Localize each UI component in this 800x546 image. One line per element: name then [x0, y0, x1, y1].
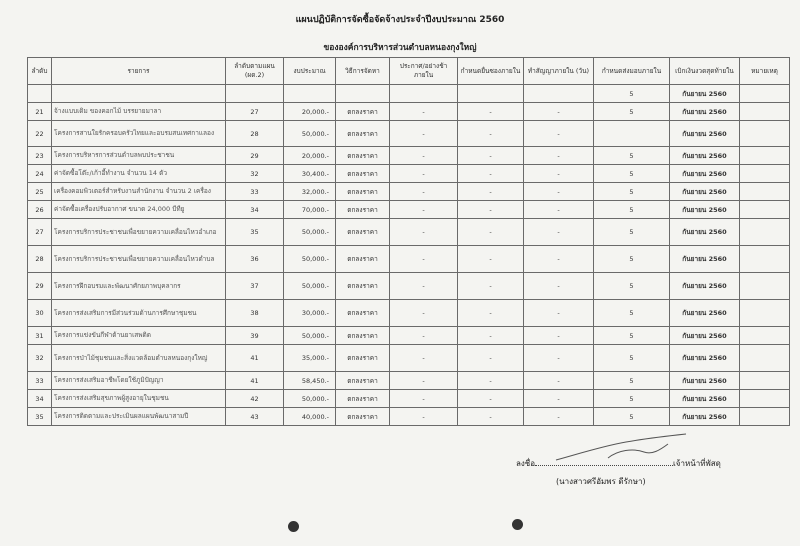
cell-deliver: 5 — [594, 219, 670, 246]
cell-contract: - — [524, 372, 594, 390]
col-header-deliver: กำหนดส่งมอบภายใน — [594, 58, 670, 85]
cell-item — [52, 85, 226, 103]
document-subtitle: ขององค์การบริหารส่วนตำบลหนองกุงใหญ่ — [323, 43, 477, 53]
cell-note — [740, 246, 790, 273]
cell-contract: - — [524, 103, 594, 121]
cell-budget: 50,000.- — [284, 219, 336, 246]
cell-budget: 70,000.- — [284, 201, 336, 219]
cell-submit: - — [458, 372, 524, 390]
cell-pay: กันยายน 2560 — [670, 201, 740, 219]
cell-item: โครงการติดตามและประเมินผลแผนพัฒนาสามปี — [52, 408, 226, 426]
cell-note — [740, 121, 790, 147]
signer-role: เจ้าหน้าที่พัสดุ — [673, 459, 721, 468]
cell-pay: กันยายน 2560 — [670, 121, 740, 147]
table-row — [28, 372, 790, 390]
cell-budget: 50,000.- — [284, 246, 336, 273]
cell-method: ตกลงราคา — [336, 372, 390, 390]
cell-submit: - — [458, 408, 524, 426]
cell-plan: 28 — [226, 121, 284, 147]
cell-plan: 41 — [226, 372, 284, 390]
table-row — [28, 201, 790, 219]
signer-name: (นางสาวศรีอัมพร ดีรักษา) — [556, 477, 646, 486]
cell-note — [740, 201, 790, 219]
cell-item: โครงการบริการประชาชนเพื่อขยายความเคลื่อนไหวอำเภอ — [52, 219, 226, 246]
cell-plan: 29 — [226, 147, 284, 165]
cell-deliver: 5 — [594, 103, 670, 121]
cell-note — [740, 273, 790, 300]
cell-announce: - — [390, 103, 458, 121]
cell-contract: - — [524, 165, 594, 183]
cell-pay: กันยายน 2560 — [670, 372, 740, 390]
cell-pay: กันยายน 2560 — [670, 300, 740, 327]
cell-plan: 41 — [226, 345, 284, 372]
cell-no: 28 — [28, 246, 52, 273]
table-row — [28, 390, 790, 408]
cell-item: เครื่องคอมพิวเตอร์สำหรับงานสำนักงาน จำนวน 2 เครื่อง — [52, 183, 226, 201]
cell-method: ตกลงราคา — [336, 408, 390, 426]
cell-announce: - — [390, 246, 458, 273]
col-header-budget: งบประมาณ — [284, 58, 336, 85]
cell-no: 29 — [28, 273, 52, 300]
cell-method: ตกลงราคา — [336, 300, 390, 327]
cell-no: 31 — [28, 327, 52, 345]
cell-method: ตกลงราคา — [336, 327, 390, 345]
cell-announce: - — [390, 390, 458, 408]
cell-plan: 34 — [226, 201, 284, 219]
cell-pay: กันยายน 2560 — [670, 165, 740, 183]
col-header-submit: กำหนดยื่นซองภายใน — [458, 58, 524, 85]
sign-label: ลงชื่อ — [516, 459, 536, 468]
cell-no: 30 — [28, 300, 52, 327]
table-row — [28, 103, 790, 121]
cell-method: ตกลงราคา — [336, 147, 390, 165]
cell-method: ตกลงราคา — [336, 219, 390, 246]
cell-method: ตกลงราคา — [336, 121, 390, 147]
cell-pay: กันยายน 2560 — [670, 390, 740, 408]
cell-no — [28, 85, 52, 103]
cell-no: 34 — [28, 390, 52, 408]
cell-announce: - — [390, 372, 458, 390]
cell-pay: กันยายน 2560 — [670, 327, 740, 345]
cell-plan: 27 — [226, 103, 284, 121]
cell-no: 22 — [28, 121, 52, 147]
table-row — [28, 165, 790, 183]
cell-budget: 40,000.- — [284, 408, 336, 426]
cell-item: จ้างแบบเดิม ของคอกไม้ บรรยายมาลา — [52, 103, 226, 121]
cell-submit: - — [458, 121, 524, 147]
punch-hole-icon — [512, 519, 523, 530]
cell-method: ตกลงราคา — [336, 390, 390, 408]
cell-announce: - — [390, 300, 458, 327]
cell-submit: - — [458, 246, 524, 273]
punch-hole-icon — [288, 521, 299, 532]
cell-budget: 50,000.- — [284, 327, 336, 345]
cell-item: โครงการฝึกอบรมและพัฒนาศักยภาพบุคลากร — [52, 273, 226, 300]
cell-deliver: 5 — [594, 165, 670, 183]
cell-plan: 42 — [226, 390, 284, 408]
cell-submit: - — [458, 103, 524, 121]
table-row — [28, 183, 790, 201]
table-row — [28, 147, 790, 165]
signature-line — [516, 457, 721, 470]
cell-deliver: 5 — [594, 300, 670, 327]
cell-item: โครงการส่งเสริมการมีส่วนร่วมด้านการศึกษาชุมชน — [52, 300, 226, 327]
cell-note — [740, 345, 790, 372]
cell-contract: - — [524, 183, 594, 201]
cell-item: ค่าจัดซื้อเครื่องปรับอากาศ ขนาด 24,000 บีทียู — [52, 201, 226, 219]
cell-no: 21 — [28, 103, 52, 121]
cell-budget — [284, 85, 336, 103]
cell-announce: - — [390, 219, 458, 246]
cell-announce: - — [390, 147, 458, 165]
cell-announce — [390, 85, 458, 103]
cell-announce: - — [390, 121, 458, 147]
cell-deliver: 5 — [594, 246, 670, 273]
cell-item: โครงการสานใยรักครอบครัวไทยและอบรมสนเทศกาแลอง — [52, 121, 226, 147]
cell-note — [740, 408, 790, 426]
cell-pay: กันยายน 2560 — [670, 147, 740, 165]
cell-budget: 30,000.- — [284, 300, 336, 327]
cell-no: 35 — [28, 408, 52, 426]
cell-deliver: 5 — [594, 390, 670, 408]
cell-submit: - — [458, 183, 524, 201]
cell-item: ค่าจัดซื้อโต๊ะ/เก้าอี้ทำงาน จำนวน 14 ตัว — [52, 165, 226, 183]
col-header-method: วิธีการจัดหา — [336, 58, 390, 85]
cell-announce: - — [390, 273, 458, 300]
cell-plan — [226, 85, 284, 103]
col-header-no: ลำดับ — [28, 58, 52, 85]
cell-submit: - — [458, 219, 524, 246]
col-header-pay: เบิกเงินงวดสุดท้ายใน — [670, 58, 740, 85]
cell-submit: - — [458, 165, 524, 183]
cell-budget: 20,000.- — [284, 103, 336, 121]
cell-deliver: 5 — [594, 183, 670, 201]
cell-submit: - — [458, 390, 524, 408]
cell-submit: - — [458, 201, 524, 219]
cell-plan: 39 — [226, 327, 284, 345]
cell-contract: - — [524, 246, 594, 273]
cell-contract: - — [524, 300, 594, 327]
cell-note — [740, 165, 790, 183]
cell-plan: 37 — [226, 273, 284, 300]
cell-item: โครงการส่งเสริมสุขภาพผู้สูงอายุในชุมชน — [52, 390, 226, 408]
signature-dots — [535, 457, 673, 466]
cell-note — [740, 103, 790, 121]
cell-budget: 35,000.- — [284, 345, 336, 372]
col-header-plan: ลำดับตามแผน (ผด.2) — [226, 58, 284, 85]
cell-pay: กันยายน 2560 — [670, 246, 740, 273]
cell-note — [740, 219, 790, 246]
cell-method: ตกลงราคา — [336, 246, 390, 273]
cell-budget: 50,000.- — [284, 273, 336, 300]
cell-plan: 35 — [226, 219, 284, 246]
cell-method: ตกลงราคา — [336, 103, 390, 121]
cell-deliver: 5 — [594, 273, 670, 300]
cell-contract: - — [524, 390, 594, 408]
cell-note — [740, 390, 790, 408]
cell-deliver: 5 — [594, 327, 670, 345]
col-header-item: รายการ — [52, 58, 226, 85]
cell-announce: - — [390, 408, 458, 426]
cell-pay: กันยายน 2560 — [670, 103, 740, 121]
cell-budget: 30,400.- — [284, 165, 336, 183]
cell-item: โครงการส่งเสริมอาชีพโดยใช้ภูมิปัญญา — [52, 372, 226, 390]
table-row — [28, 246, 790, 273]
cell-pay: กันยายน 2560 — [670, 183, 740, 201]
cell-no: 27 — [28, 219, 52, 246]
cell-contract: - — [524, 345, 594, 372]
cell-method: ตกลงราคา — [336, 201, 390, 219]
cell-announce: - — [390, 327, 458, 345]
cell-contract: - — [524, 273, 594, 300]
cell-budget: 50,000.- — [284, 121, 336, 147]
cell-contract: - — [524, 147, 594, 165]
cell-submit: - — [458, 273, 524, 300]
cell-no: 26 — [28, 201, 52, 219]
cell-budget: 32,000.- — [284, 183, 336, 201]
cell-no: 23 — [28, 147, 52, 165]
cell-announce: - — [390, 201, 458, 219]
cell-plan: 32 — [226, 165, 284, 183]
cell-submit: - — [458, 345, 524, 372]
cell-contract: - — [524, 219, 594, 246]
cell-deliver: 5 — [594, 85, 670, 103]
cell-deliver: 5 — [594, 372, 670, 390]
cell-announce: - — [390, 183, 458, 201]
cell-budget: 20,000.- — [284, 147, 336, 165]
cell-contract: - — [524, 408, 594, 426]
table-row — [28, 121, 790, 147]
cell-pay: กันยายน 2560 — [670, 408, 740, 426]
cell-no: 25 — [28, 183, 52, 201]
cell-no: 33 — [28, 372, 52, 390]
table-row — [28, 408, 790, 426]
cell-submit: - — [458, 327, 524, 345]
cell-contract: - — [524, 327, 594, 345]
table-row — [28, 85, 790, 103]
cell-budget: 50,000.- — [284, 390, 336, 408]
cell-no: 24 — [28, 165, 52, 183]
cell-method: ตกลงราคา — [336, 273, 390, 300]
col-header-contract: ทำสัญญาภายใน (วัน) — [524, 58, 594, 85]
cell-note — [740, 183, 790, 201]
table-header-row — [28, 58, 790, 85]
cell-no: 32 — [28, 345, 52, 372]
cell-pay: กันยายน 2560 — [670, 273, 740, 300]
cell-method: ตกลงราคา — [336, 165, 390, 183]
cell-note — [740, 85, 790, 103]
cell-method — [336, 85, 390, 103]
cell-item: โครงการแข่งขันกีฬาต้านยาเสพติด — [52, 327, 226, 345]
cell-submit — [458, 85, 524, 103]
cell-pay: กันยายน 2560 — [670, 345, 740, 372]
cell-deliver: 5 — [594, 201, 670, 219]
cell-deliver: 5 — [594, 345, 670, 372]
cell-announce: - — [390, 165, 458, 183]
cell-note — [740, 327, 790, 345]
cell-submit: - — [458, 147, 524, 165]
cell-contract: - — [524, 201, 594, 219]
cell-pay: กันยายน 2560 — [670, 219, 740, 246]
cell-note — [740, 147, 790, 165]
cell-item: โครงการบริหารการส่วนตำบลพบประชาชน — [52, 147, 226, 165]
cell-plan: 33 — [226, 183, 284, 201]
document-title: แผนปฏิบัติการจัดซื้อจัดจ้างประจำปีงบประมาณ 2560 — [295, 15, 505, 25]
cell-note — [740, 372, 790, 390]
cell-plan: 36 — [226, 246, 284, 273]
cell-deliver: 5 — [594, 147, 670, 165]
cell-deliver: 5 — [594, 408, 670, 426]
table-row — [28, 219, 790, 246]
cell-method: ตกลงราคา — [336, 183, 390, 201]
table-row — [28, 345, 790, 372]
col-header-announce: ประกาศ/อย่างช้าภายใน — [390, 58, 458, 85]
cell-plan: 43 — [226, 408, 284, 426]
cell-contract: - — [524, 121, 594, 147]
cell-item: โครงการป่าไม้ชุมชนและสิ่งแวดล้อมตำบลหนองกุงใหญ่ — [52, 345, 226, 372]
cell-item: โครงการบริการประชาชนเพื่อขยายความเคลื่อนไหวตำบล — [52, 246, 226, 273]
cell-note — [740, 300, 790, 327]
cell-contract — [524, 85, 594, 103]
table-row — [28, 327, 790, 345]
cell-plan: 38 — [226, 300, 284, 327]
cell-budget: 58,450.- — [284, 372, 336, 390]
table-row — [28, 273, 790, 300]
cell-method: ตกลงราคา — [336, 345, 390, 372]
cell-pay: กันยายน 2560 — [670, 85, 740, 103]
cell-submit: - — [458, 300, 524, 327]
col-header-note: หมายเหตุ — [740, 58, 790, 85]
table-row — [28, 300, 790, 327]
cell-announce: - — [390, 345, 458, 372]
procurement-plan-table — [27, 57, 790, 426]
cell-deliver — [594, 121, 670, 147]
